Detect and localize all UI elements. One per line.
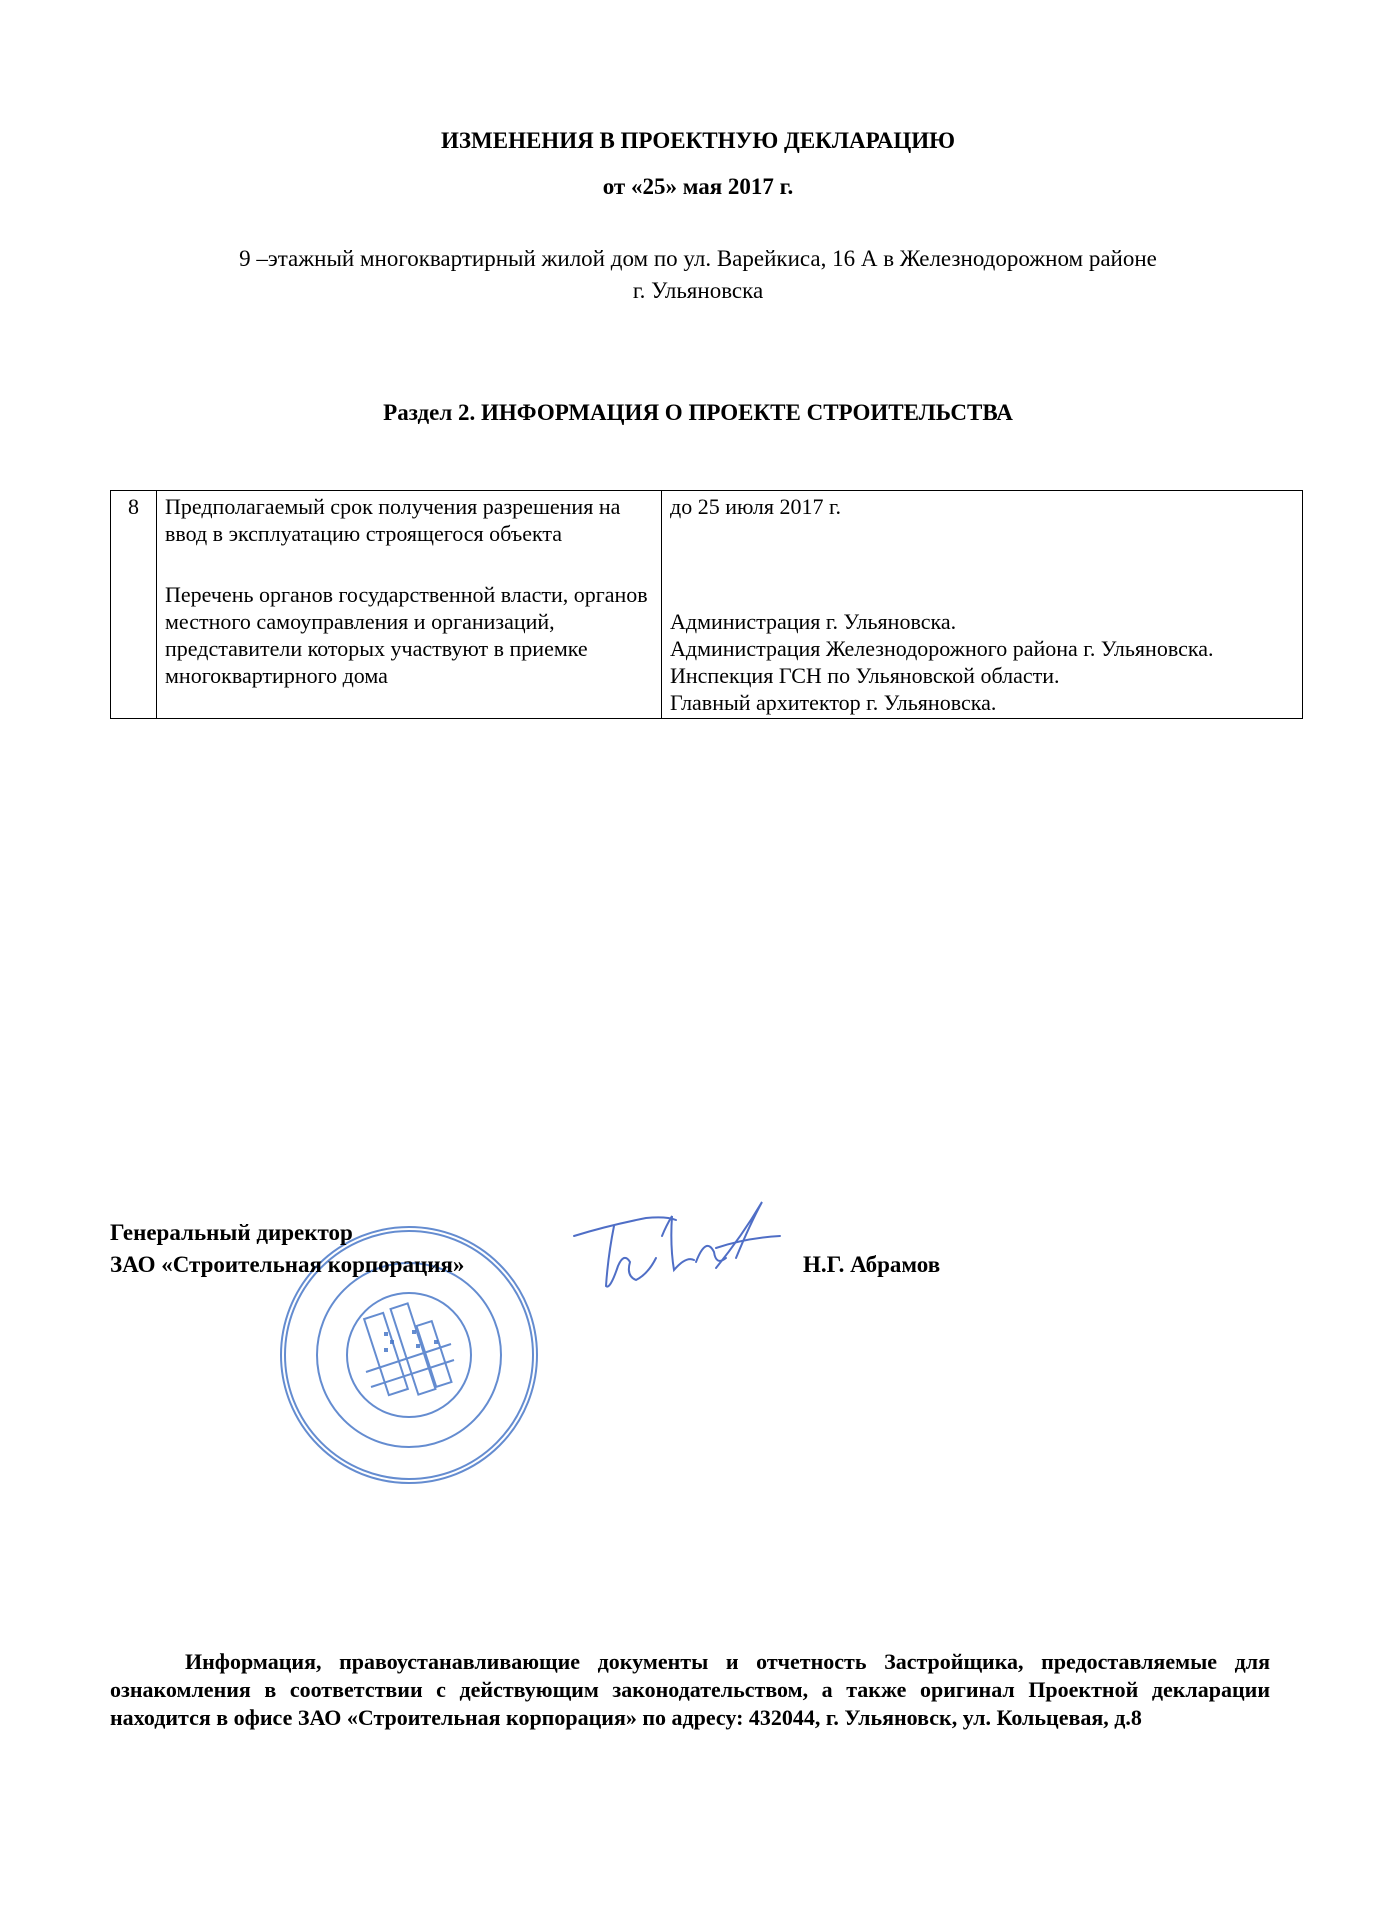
signer-company: ЗАО «Строительная корпорация» <box>110 1252 465 1277</box>
row-number: 8 <box>111 491 157 719</box>
project-info-table <box>110 490 1303 719</box>
row-labels <box>157 491 662 719</box>
label-permit-term: Предполагаемый срок получения разрешения на ввод в эксплуатацию строящегося объекта <box>165 494 621 546</box>
footer-note: Информация, правоустанавливающие документы и отчетность Застройщика, предоставляемые для ознакомления в соответствии с действующим законодательством, а также оригинал Проектной декларации находится в офисе ЗАО «Строительная корпорация» по адресу: 432044, г. Ульяновск, ул. Кольцевая, д.8 <box>110 1649 1270 1730</box>
authority-item: Инспекция ГСН по Ульяновской области. <box>670 663 1060 688</box>
label-authorities-list: Перечень органов государственной власти, органов местного самоуправления и организаций, представители которых участвуют в приемке многоквартирного дома <box>165 582 648 688</box>
document-date: от «25» мая 2017 г. <box>602 174 794 199</box>
signer-name: Н.Г. Абрамов <box>803 1252 941 1277</box>
section-title: Раздел 2. ИНФОРМАЦИЯ О ПРОЕКТЕ СТРОИТЕЛЬСТВА <box>383 400 1013 425</box>
row-values <box>662 491 1303 719</box>
object-description-line1: 9 –этажный многоквартирный жилой дом по ул. Варейкиса, 16 А в Железнодорожном районе <box>239 246 1157 271</box>
object-description-line2: г. Ульяновска <box>632 278 764 303</box>
authority-item: Администрация Железнодорожного района г. Ульяновска. <box>670 636 1214 661</box>
authority-item: Главный архитектор г. Ульяновска. <box>670 690 997 715</box>
table-row <box>111 491 1303 719</box>
value-permit-term: до 25 июля 2017 г. <box>670 494 841 519</box>
signer-position: Генеральный директор <box>110 1220 353 1245</box>
document-title: ИЗМЕНЕНИЯ В ПРОЕКТНУЮ ДЕКЛАРАЦИЮ <box>441 128 955 153</box>
handwritten-signature-icon <box>566 1196 786 1306</box>
authority-item: Администрация г. Ульяновска. <box>670 609 957 634</box>
